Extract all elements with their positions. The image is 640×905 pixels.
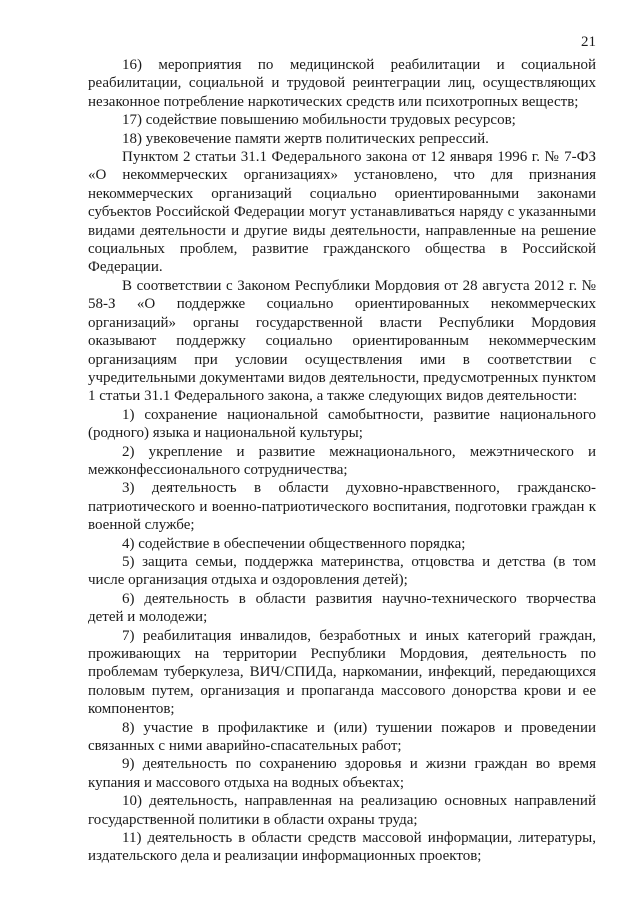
- paragraph-mordovia-law: В соответствии с Законом Республики Мордовия от 28 августа 2012 г. № 58-З «О поддержке социально ориентированных некоммерческих организаций» органы государственной власти Республики Мордовия оказывают поддержку социально ориентированным некоммерческим организациям при условии осуществления ими в соответствии с учредительными документами видов деятельности, предусмотренных пунктом 1 статьи 31.1 Федерального закона, а также следующих видов деятельности:: [88, 277, 596, 405]
- page-number: 21: [581, 34, 596, 50]
- document-body: [88, 56, 596, 866]
- paragraph-activity-10: 10) деятельность, направленная на реализацию основных направлений государственной политики в области охраны труда;: [88, 793, 596, 828]
- paragraph-activity-8: 8) участие в профилактике и (или) тушении пожаров и проведении связанных с ними аварийно-спасательных работ;: [88, 719, 596, 755]
- paragraph-activity-11: 11) деятельность в области средств массовой информации, литературы, издательского дела и реализации информационных проектов;: [88, 830, 596, 865]
- paragraph-activity-7: 7) реабилитация инвалидов, безработных и иных категорий граждан, проживающих на территории Республики Мордовия, деятельность по проблемам туберкулеза, ВИЧ/СПИДа, наркомании, инфекций, передающихся половым путем, организация и пропаганда массового донорства крови и ее компонентов;: [88, 627, 596, 718]
- paragraph-activity-9: 9) деятельность по сохранению здоровья и жизни граждан во время купания и массового отдыха на водных объектах;: [88, 756, 596, 791]
- paragraph-item-18: 18) увековечение памяти жертв политических репрессий.: [122, 130, 489, 147]
- paragraph-federal-law: Пунктом 2 статьи 31.1 Федерального закона от 12 января 1996 г. № 7-ФЗ «О некоммерческих организациях» установлено, что для признания некоммерческих организаций социально ориентированными законами субъектов Российской Федерации могут устанавливаться наряду с указанными видами деятельности и другие виды деятельности, направленные на решение социальных проблем, развитие гражданского общества в Российской Федерации.: [88, 149, 596, 276]
- paragraph-activity-6: 6) деятельность в области развития научно-технического творчества детей и молодежи;: [88, 590, 596, 626]
- paragraph-activity-3: 3) деятельность в области духовно-нравственного, гражданско-патриотического и военно-патриотического воспитания, подготовки граждан к военной службе;: [88, 480, 596, 534]
- paragraph-activity-5: 5) защита семьи, поддержка материнства, отцовства и детства (в том числе организация отдыха и оздоровления детей);: [88, 553, 596, 589]
- paragraph-activity-2: 2) укрепление и развитие межнационального, межэтнического и межконфессионального сотрудничества;: [88, 443, 596, 478]
- paragraph-item-17: 17) содействие повышению мобильности трудовых ресурсов;: [122, 112, 516, 129]
- paragraph-activity-1: 1) сохранение национальной самобытности, развитие национального (родного) языка и национальной культуры;: [88, 406, 596, 442]
- paragraph-item-16: 16) мероприятия по медицинской реабилитации и социальной реабилитации, социальной и трудовой реинтеграции лиц, осуществляющих незаконное потребление наркотических средств или психотропных веществ;: [88, 57, 596, 110]
- paragraph-activity-4: 4) содействие в обеспечении общественного порядка;: [122, 535, 466, 552]
